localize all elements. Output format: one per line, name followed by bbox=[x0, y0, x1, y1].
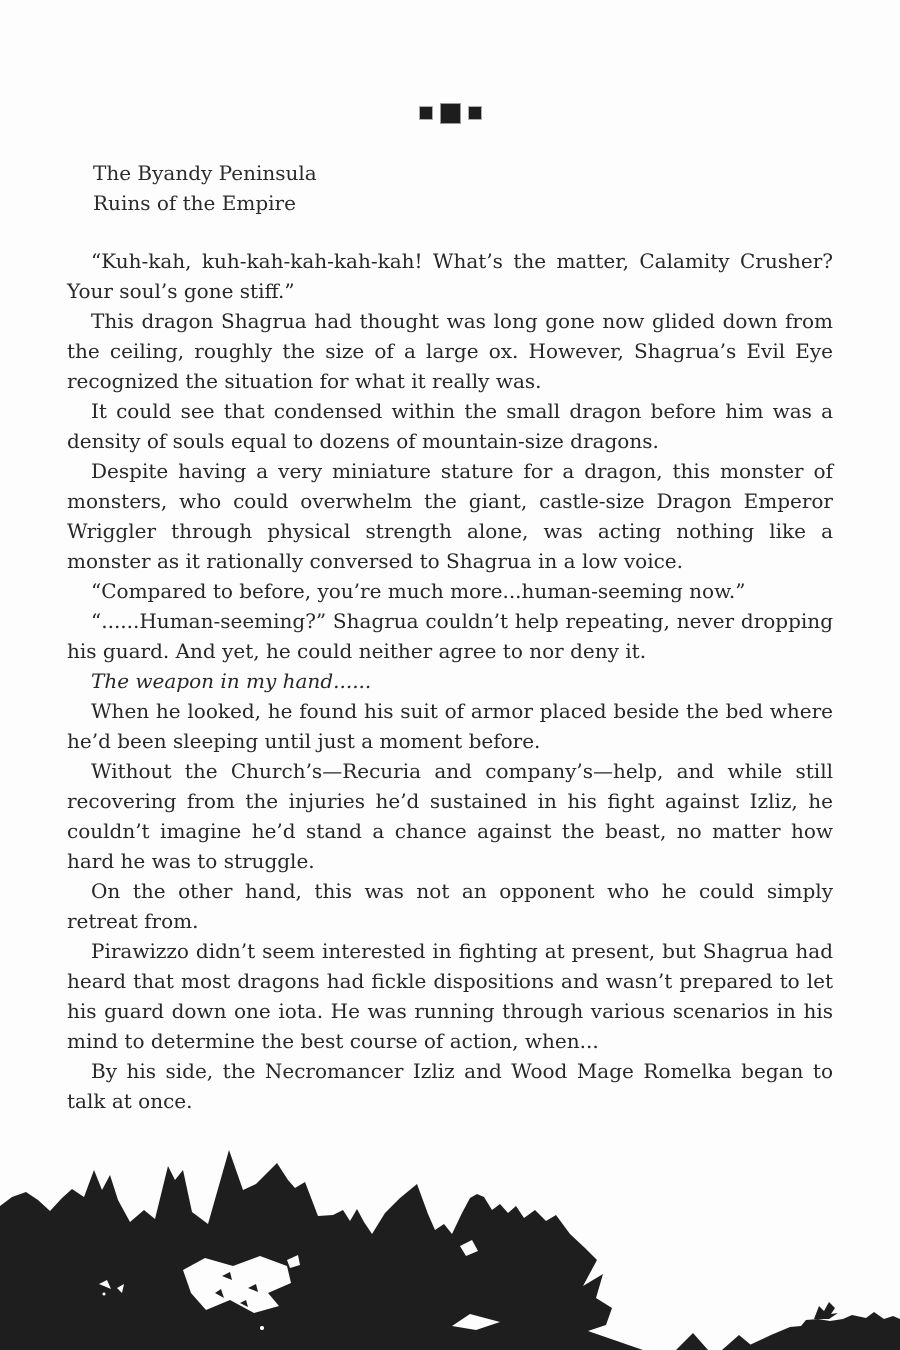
paragraph: Without the Church’s—Recuria and company’s—help, and while still recovering from the injuries he’d sustained in his fight against Izliz, he couldn’t imagine he’d stand a chance against the beast, no matter how hard he was to struggle. bbox=[67, 759, 833, 873]
section-break-icon bbox=[0, 102, 900, 124]
paragraph: Despite having a very miniature stature for a dragon, this monster of monsters, who could overwhelm the giant, castle-size Dragon Emperor Wriggler through physical strength alone, was acting nothing like a monster as it rationally conversed to Shagrua in a low voice. bbox=[67, 459, 833, 573]
paragraph: By his side, the Necromancer Izliz and Wood Mage Romelka began to talk at once. bbox=[67, 1059, 833, 1113]
paragraph-inner-monologue: The weapon in my hand...... bbox=[91, 669, 372, 693]
square-icon bbox=[419, 106, 433, 120]
location-line-1: The Byandy Peninsula bbox=[93, 161, 317, 185]
paragraph: “Kuh-kah, kuh-kah-kah-kah-kah! What’s the matter, Calamity Crusher? Your soul’s gone stiff.” bbox=[67, 249, 833, 303]
square-icon bbox=[468, 106, 482, 120]
paragraph: Pirawizzo didn’t seem interested in fighting at present, but Shagrua had heard that most dragons had fickle dispositions and wasn’t prepared to let his guard down one iota. He was running through various scenarios in his mind to determine the best course of action, when... bbox=[67, 939, 833, 1053]
scene-location-heading bbox=[67, 158, 833, 218]
location-line-2: Ruins of the Empire bbox=[93, 191, 296, 215]
paragraph: “Compared to before, you’re much more...human-seeming now.” bbox=[91, 579, 746, 603]
ruins-silhouette-illustration bbox=[0, 1118, 900, 1350]
paragraph: When he looked, he found his suit of armor placed beside the bed where he’d been sleeping until just a moment before. bbox=[67, 699, 833, 753]
paragraph: On the other hand, this was not an opponent who he could simply retreat from. bbox=[67, 879, 833, 933]
paragraph: This dragon Shagrua had thought was long gone now glided down from the ceiling, roughly the size of a large ox. However, Shagrua’s Evil Eye recognized the situation for what it really was. bbox=[67, 309, 833, 393]
paragraph: It could see that condensed within the small dragon before him was a density of souls equal to dozens of mountain-size dragons. bbox=[67, 399, 833, 453]
paragraph: “......Human-seeming?” Shagrua couldn’t help repeating, never dropping his guard. And yet, he could neither agree to nor deny it. bbox=[67, 609, 833, 663]
square-icon bbox=[440, 103, 461, 124]
story-text bbox=[67, 246, 833, 1116]
